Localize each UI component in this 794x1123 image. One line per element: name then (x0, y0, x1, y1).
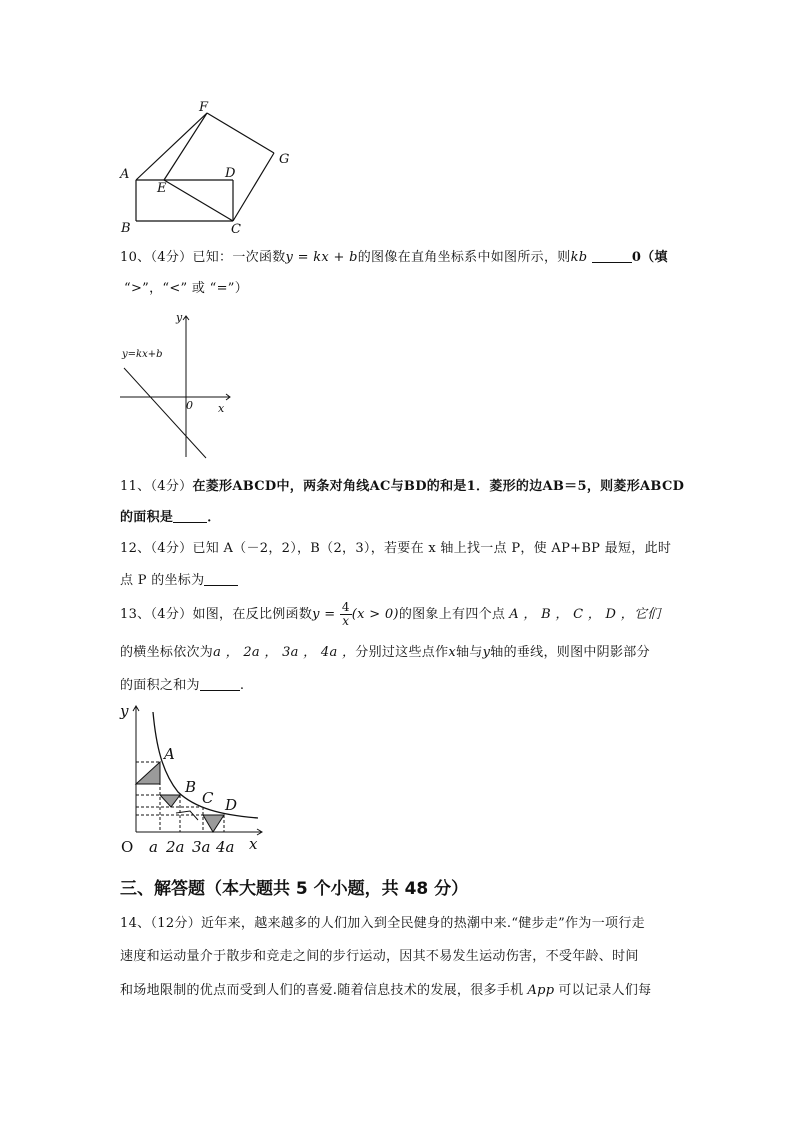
answer-blank-q13 (200, 676, 240, 691)
point-a-label: A (164, 745, 175, 763)
shaded-triangle-a (136, 762, 160, 784)
label-a: A (120, 167, 130, 182)
question-13-line2: 的横坐标依次为a ， 2a ， 3a ， 4a ，分别过这些点作x轴与y轴的垂线，则图中阴影部分 (120, 645, 650, 660)
segment-fe (164, 113, 207, 180)
point-d-label: D (225, 796, 238, 814)
answer-blank-q12 (204, 571, 238, 586)
x-axis-label: x (218, 402, 225, 415)
formula-linear: y = kx + b (285, 250, 358, 265)
linear-function-graph-q10 (115, 305, 240, 465)
point-c-label: C (202, 789, 214, 807)
inverse-function-graph-q13 (115, 700, 270, 860)
tick-3a: 3a (192, 838, 211, 856)
point-b-label: B (185, 778, 197, 796)
question-13-line1: 13、（4分）如图，在反比例函数y = $\frac{4}{x}$ (x > 0)的图象上有四个点 A ， B ， C ， D ，它们 (120, 600, 661, 628)
question-13-line3: 的面积之和为 . (120, 678, 245, 693)
answer-blank-q10 (592, 248, 632, 263)
y-axis-label: y (176, 311, 183, 324)
segment-fg (207, 113, 274, 153)
question-11-line2: 的面积是 ． (120, 510, 221, 525)
label-d: D (225, 166, 236, 181)
label-e: E (157, 181, 167, 196)
segment-gc (233, 153, 274, 221)
answer-blank-q11 (173, 508, 207, 523)
question-14-line3: 和场地限制的优点而受到人们的喜爱.随着信息技术的发展，很多手机 App 可以记录人们每 (120, 983, 652, 998)
shaded-triangle-b (160, 795, 180, 807)
y-axis-label: y (120, 702, 129, 720)
question-12-line1: 12、（4分）已知 A（－2，2），B（2，3），若要在 x 轴上找一点 P，使 AP+BP 最短，此时 (120, 541, 672, 556)
label-f: F (199, 100, 209, 115)
segment-ec (164, 180, 233, 221)
x-axis-label: x (249, 835, 258, 853)
question-14-line2: 速度和运动量介于散步和竞走之间的步行运动，因其不易发生运动伤害，不受年龄、时间 (120, 949, 639, 964)
question-10-line2: “>”，“<” 或 “=”） (124, 281, 249, 296)
question-14-line1: 14、（12分）近年来，越来越多的人们加入到全民健身的热潮中来.“健步走”作为一项行走 (120, 916, 645, 931)
tick-4a: 4a (216, 838, 235, 856)
tick-2a: 2a (166, 838, 185, 856)
question-10-line1: 10、（4分）已知：一次函数y = kx + b的图像在直角坐标系中如图所示，则kb 0（填 (120, 250, 668, 265)
function-label: y=kx+b (122, 349, 163, 360)
geometry-figure-q9 (110, 95, 310, 240)
fraction-4-over-x: $\frac{4}{x}$ (341, 600, 350, 628)
shaded-triangle-d (203, 815, 224, 832)
question-11-line1: 11、（4分）在菱形ABCD中，两条对角线AC与BD的和是1．菱形的边AB＝5，则菱形ABCD (120, 479, 685, 494)
label-c: C (231, 222, 241, 237)
question-12-line2: 点 P 的坐标为 (120, 571, 238, 590)
origin-label: O (121, 838, 134, 856)
section-heading-answers: 三、解答题（本大题共 5 个小题，共 48 分） (120, 879, 469, 899)
label-g: G (279, 152, 290, 167)
segment-af (136, 113, 207, 180)
tick-a: a (149, 838, 158, 856)
origin-label: 0 (186, 399, 193, 412)
label-b: B (121, 221, 131, 236)
function-line (124, 368, 206, 458)
